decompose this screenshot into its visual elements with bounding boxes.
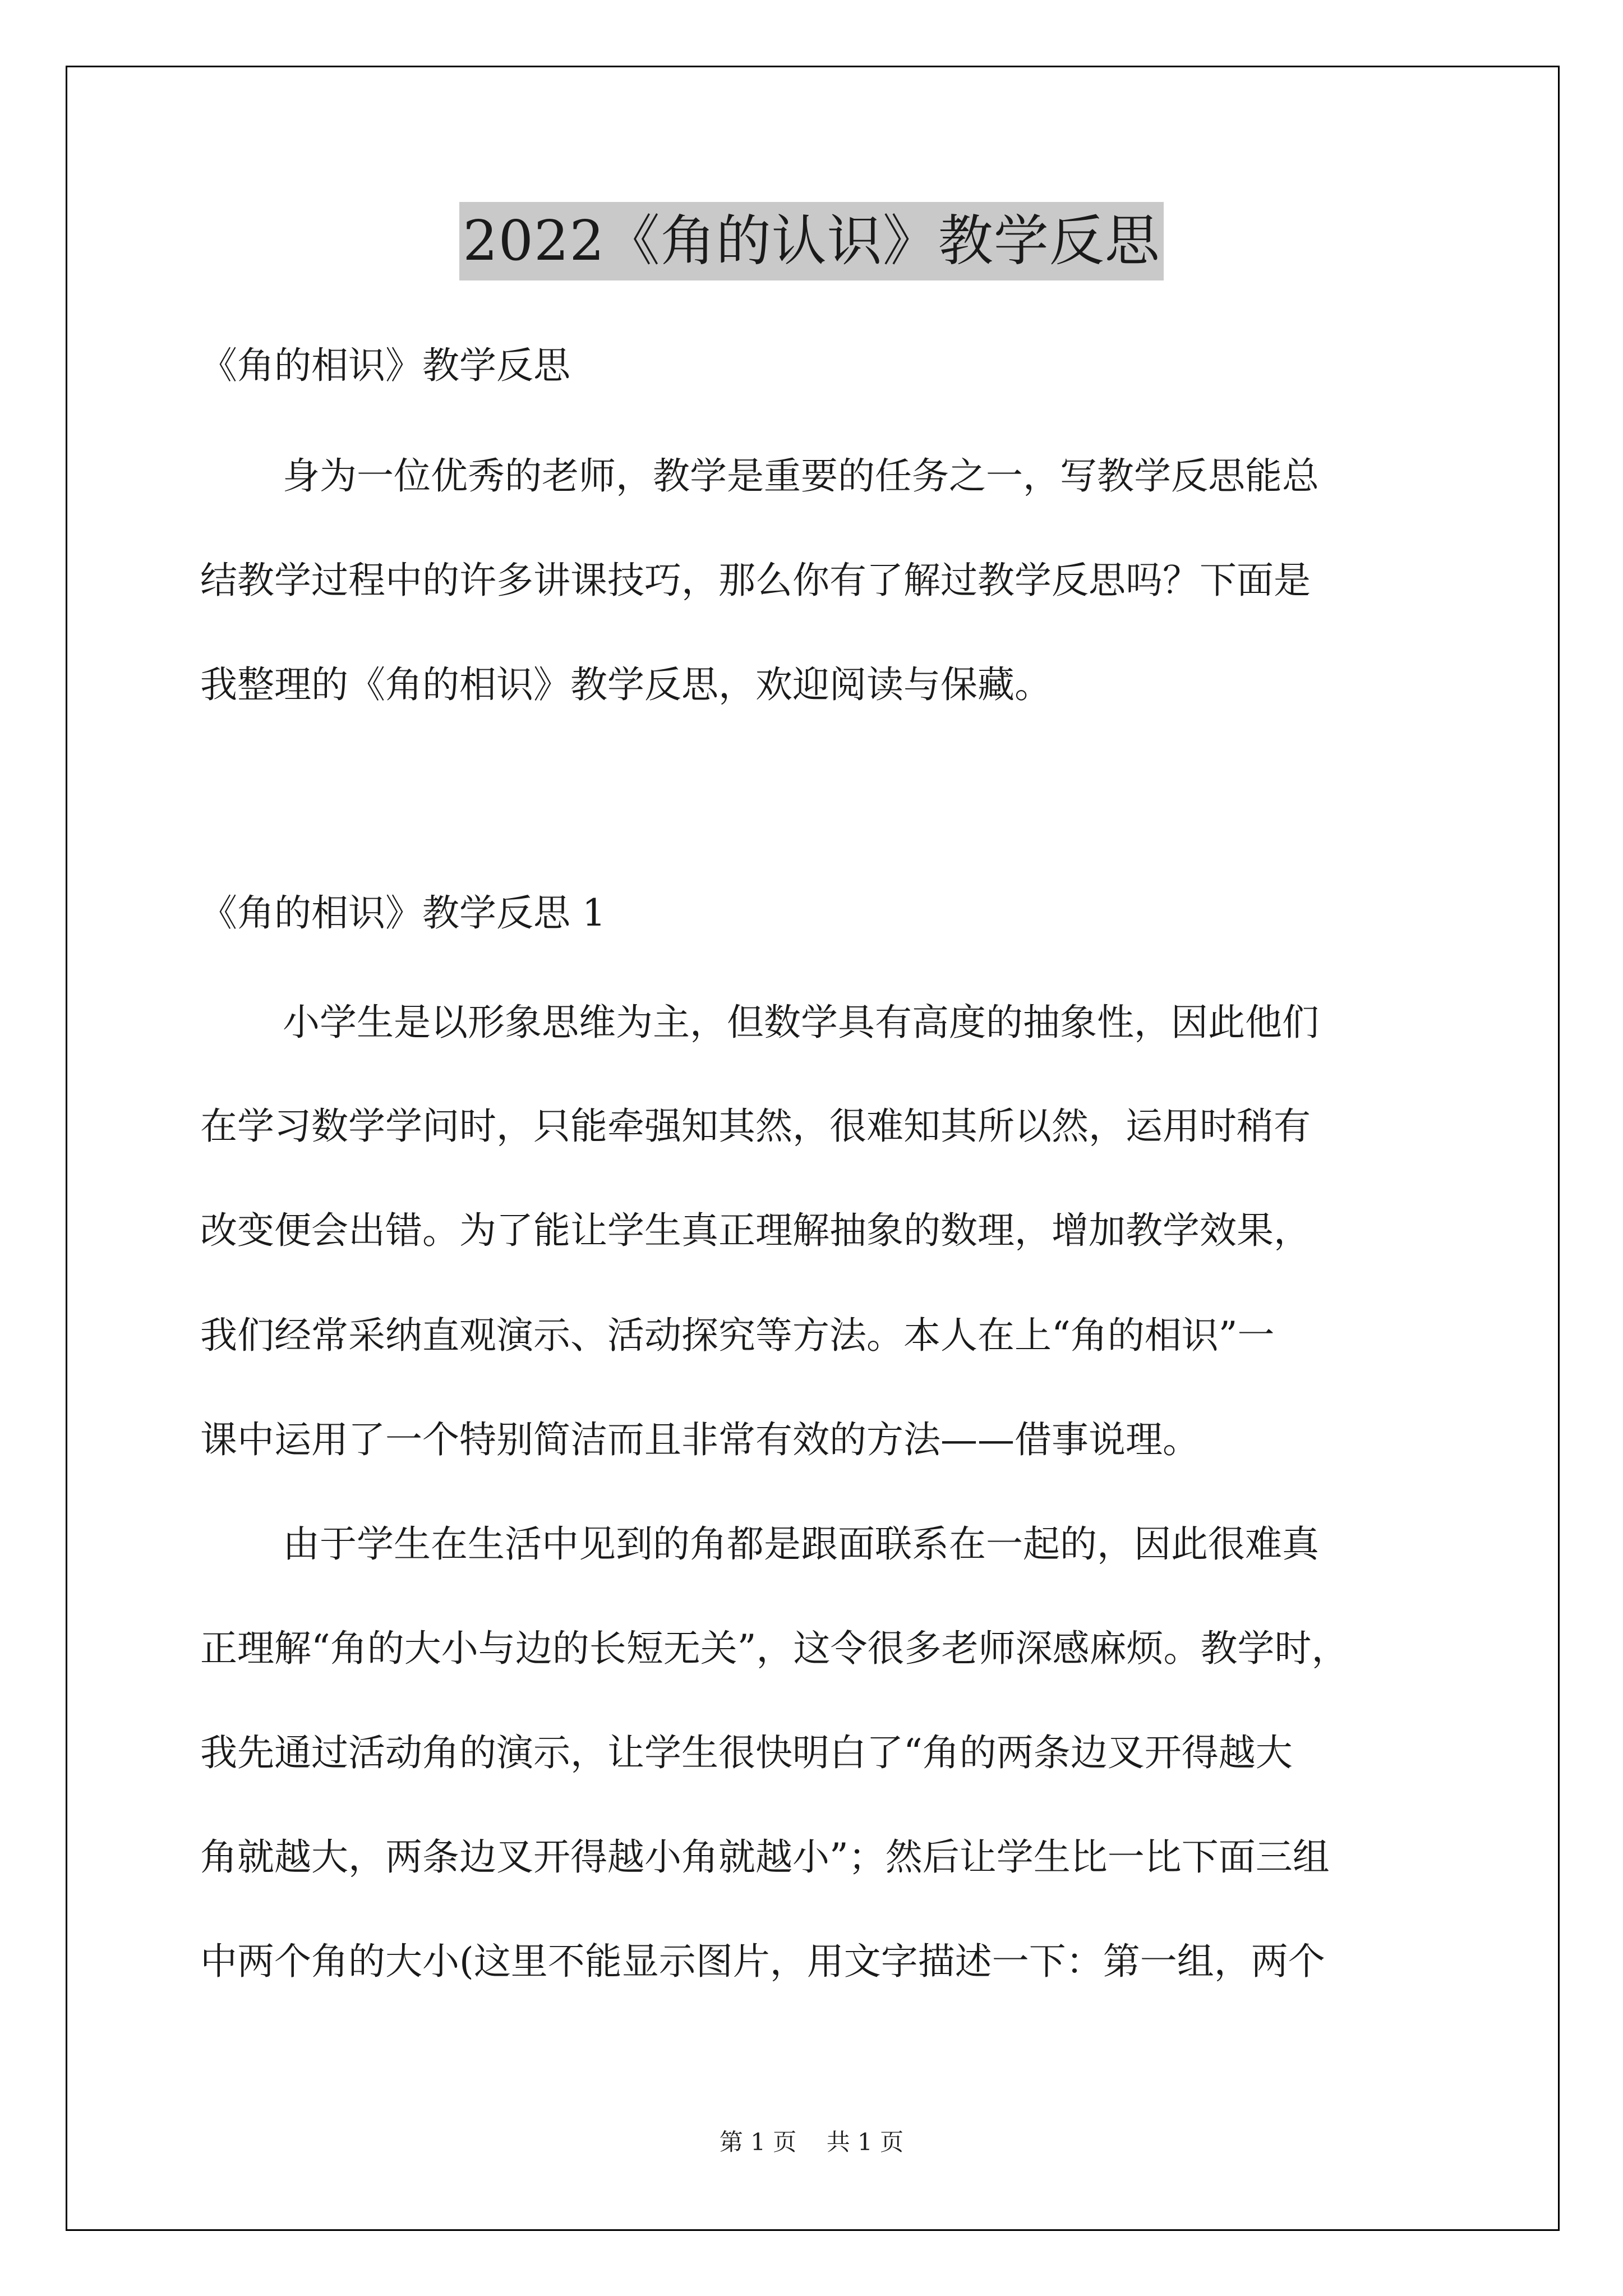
- section-heading: 《角的相识》教学反思 1: [200, 891, 606, 935]
- paragraph-line: 我整理的《角的相识》教学反思，欢迎阅读与保藏。: [200, 663, 1052, 706]
- page-number: 第 1 页 共 1 页: [719, 2128, 904, 2156]
- paragraph-line: 中两个角的大小(这里不能显示图片，用文字描述一下：第一组，两个: [200, 1940, 1325, 1983]
- paragraph-line: 改变便会出错。为了能让学生真正理解抽象的数理，增加教学效果，: [200, 1209, 1311, 1252]
- paragraph-line: 小学生是以形象思维为主，但数学具有高度的抽象性，因此他们: [283, 1001, 1319, 1044]
- paragraph-line: 正理解“角的大小与边的长短无关”，这令很多老师深感麻烦。教学时，: [200, 1627, 1349, 1670]
- paragraph-line: 由于学生在生活中见到的角都是跟面联系在一起的，因此很难真: [283, 1522, 1319, 1566]
- document-title: 2022《角的认识》教学反思: [459, 202, 1163, 280]
- paragraph-line: 我先通过活动角的演示，让学生很快明白了“角的两条边叉开得越大: [200, 1731, 1293, 1774]
- paragraph-line: 结教学过程中的许多讲课技巧，那么你有了解过教学反思吗？下面是: [200, 559, 1311, 602]
- title-container: [0, 202, 1623, 280]
- paragraph-line: 课中运用了一个特别简洁而且非常有效的方法——借事说理。: [200, 1418, 1200, 1461]
- section-heading: 《角的相识》教学反思: [200, 344, 570, 387]
- paragraph-line: 身为一位优秀的老师，教学是重要的任务之一，写教学反思能总: [283, 454, 1319, 498]
- paragraph-line: 角就越大，两条边叉开得越小角就越小”；然后让学生比一比下面三组: [200, 1835, 1330, 1879]
- paragraph-line: 在学习数学学问时，只能牵强知其然，很难知其所以然，运用时稍有: [200, 1105, 1311, 1148]
- paragraph-line: 我们经常采纳直观演示、活动探究等方法。本人在上“角的相识”一: [200, 1314, 1275, 1357]
